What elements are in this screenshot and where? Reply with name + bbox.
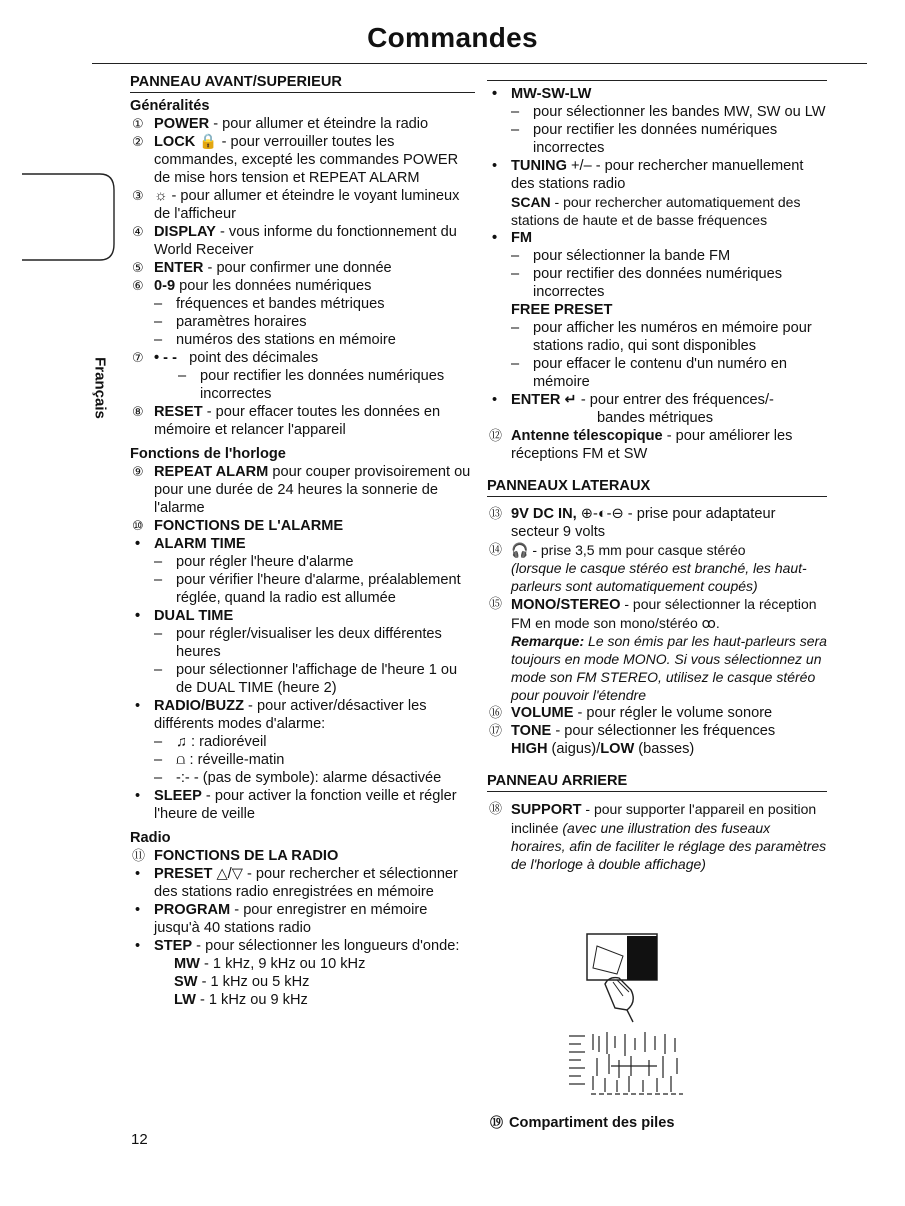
step-mw: MW - 1 kHz, 9 kHz ou 10 kHz <box>174 956 366 972</box>
general-heading: Généralités <box>130 98 210 114</box>
scan: SCAN - pour rechercher automatiquement des stations de haute et de basse fréquences <box>511 194 801 228</box>
alarm-time-sub-2: – pour vérifier l'heure d'alarme, préalablement réglée, quand la radio est allumée <box>130 571 475 607</box>
item-repeat-alarm: ⑨ REPEAT ALARM pour couper provisoirement ou pour une durée de 24 heures la sonnerie de l'alarme <box>132 464 471 516</box>
step-sw: SW - 1 kHz ou 5 kHz <box>174 974 310 990</box>
radio-buzz-sub-3: – -:- - (pas de symbole): alarme désactivée <box>130 769 475 787</box>
title-rule <box>92 63 867 64</box>
dual-time-label: • DUAL TIME <box>130 607 475 625</box>
dual-time-sub-1: – pour régler/visualiser les deux différentes heures <box>130 625 475 661</box>
hand-support-image <box>553 926 703 1104</box>
light-icon: ☼ <box>154 188 168 204</box>
dual-time-sub-2: – pour sélectionner l'affichage de l'heure 1 ou de DUAL TIME (heure 2) <box>130 661 475 697</box>
step-lw: LW - 1 kHz ou 9 kHz <box>174 992 308 1008</box>
item-antenna: ⑫ Antenne télescopique - pour améliorer les réceptions FM et SW <box>489 428 793 462</box>
headphones-icon: 🎧 <box>511 542 529 558</box>
page-number: 12 <box>131 1131 148 1148</box>
preset: • PRESET △/▽ - pour rechercher et sélectionner des stations radio enregistrées en mémoire <box>130 865 475 901</box>
item-radio-functions: ⑪ FONCTIONS DE LA RADIO <box>132 848 339 864</box>
item-lock: ② LOCK 🔒 - pour verrouiller toutes les commandes, excepté les commandes POWER de mise hors tension et REPEAT ALARM <box>132 134 459 186</box>
fm-sub-2: – pour rectifier des données numériques incorrectes <box>487 265 827 301</box>
free-preset-label: FREE PRESET <box>511 302 613 318</box>
item-dc-in: ⑬ 9V DC IN, ⊕-◐-⊖ - prise pour adaptateur secteur 9 volts <box>489 506 776 540</box>
decimal-sub: – pour rectifier les données numériques incorrectes <box>130 367 475 403</box>
side-panel-heading: PANNEAUX LATERAUX <box>487 477 827 497</box>
program: • PROGRAM - pour enregistrer en mémoire jusqu'à 40 stations radio <box>130 901 475 937</box>
fm-label: • FM <box>487 229 827 247</box>
item-enter: ⑤ ENTER - pour confirmer une donnée <box>132 260 392 276</box>
language-tab-label: Français <box>91 357 109 419</box>
enter-icon: ↵ <box>560 392 577 408</box>
item-support: ⑱ SUPPORT - pour supporter l'appareil en position inclinée (avec une illustration des fuseaux horaires, afin de faciliter le réglage des paramètres de l'horloge à double affichage) <box>489 801 827 872</box>
right-column <box>487 80 827 873</box>
language-tab-bracket <box>22 172 122 262</box>
digits-sub-1: – fréquences et bandes métriques <box>130 295 475 313</box>
polarity-icon: ⊕-◐-⊖ <box>576 506 624 522</box>
item-decimal: ⑦ • - - point des décimales <box>132 350 319 366</box>
item-power: ① POWER - pour allumer et éteindre la radio <box>132 116 429 132</box>
front-panel-heading: PANNEAU AVANT/SUPERIEUR <box>130 73 475 93</box>
fm-sub-1: – pour sélectionner la bande FM <box>487 247 827 265</box>
page-title: Commandes <box>367 22 538 53</box>
item-light: ③ ☼ - pour allumer et éteindre le voyant lumineux de l'afficheur <box>132 188 460 222</box>
free-preset-sub-2: – pour effacer le contenu d'un numéro en mémoire <box>487 355 827 391</box>
item-digits: ⑥ 0-9 pour les données numériques <box>132 278 372 294</box>
radio-heading: Radio <box>130 830 171 846</box>
radio-buzz-sub-2: – ⩍ : réveille-matin <box>130 751 475 769</box>
item-reset: ⑧ RESET - pour effacer toutes les données en mémoire et relancer l'appareil <box>132 404 441 438</box>
item-mono-stereo: ⑮ MONO/STEREO - pour sélectionner la réception FM en mode son mono/stéréo ꝏ. Remarque: Le son émis par les haut-parleurs sera toujours en mode MONO. Si vous sélectionnez un mode son FM STEREO, utilisez le casque stéréo pour pouvoir l'étendre <box>489 596 827 703</box>
enter: • ENTER ↵ - pour entrer des fréquences/- <box>487 391 827 409</box>
support-illustration <box>553 926 703 1104</box>
language-tab <box>22 172 122 419</box>
tuning: • TUNING +/– - pour rechercher manuellement des stations radio <box>487 157 827 193</box>
mwswlw-sub-1: – pour sélectionner les bandes MW, SW ou LW <box>487 103 827 121</box>
right-top-rule <box>487 80 827 81</box>
digits-sub-2: – paramètres horaires <box>130 313 475 331</box>
item-alarm-functions: ⑩ FONCTIONS DE L'ALARME <box>132 518 344 534</box>
rear-panel-heading: PANNEAU ARRIERE <box>487 772 827 792</box>
clock-heading: Fonctions de l'horloge <box>130 446 286 462</box>
item-tone: ⑰ TONE - pour sélectionner les fréquences HIGH (aigus)/LOW (basses) <box>489 723 776 757</box>
step: • STEP - pour sélectionner les longueurs d'onde: <box>130 937 475 955</box>
left-column <box>130 73 475 1009</box>
alarm-time-sub-1: – pour régler l'heure d'alarme <box>130 553 475 571</box>
radio-buzz-sub-1: – ♫ : radioréveil <box>130 733 475 751</box>
free-preset-sub-1: – pour afficher les numéros en mémoire pour stations radio, qui sont disponibles <box>487 319 827 355</box>
radio-buzz: • RADIO/BUZZ - pour activer/désactiver les différents modes d'alarme: <box>130 697 475 733</box>
mwswlw-label: • MW-SW-LW <box>487 85 827 103</box>
enter-cont: bandes métriques <box>597 410 714 426</box>
alarm-time-label: • ALARM TIME <box>130 535 475 553</box>
sleep: • SLEEP - pour activer la fonction veille et régler l'heure de veille <box>130 787 475 823</box>
item-display: ④ DISPLAY - vous informe du fonctionnement du World Receiver <box>132 224 457 258</box>
mwswlw-sub-2: – pour rectifier les données numériques incorrectes <box>487 121 827 157</box>
item-headphones: ⑭ 🎧 - prise 3,5 mm pour casque stéréo (lorsque le casque stéréo est branché, les haut-parleurs sont automatiquement coupés) <box>489 542 807 594</box>
item-volume: ⑯ VOLUME - pour régler le volume sonore <box>489 705 773 721</box>
digits-sub-3: – numéros des stations en mémoire <box>130 331 475 349</box>
item-battery: ⑲ Compartiment des piles <box>490 1115 675 1131</box>
